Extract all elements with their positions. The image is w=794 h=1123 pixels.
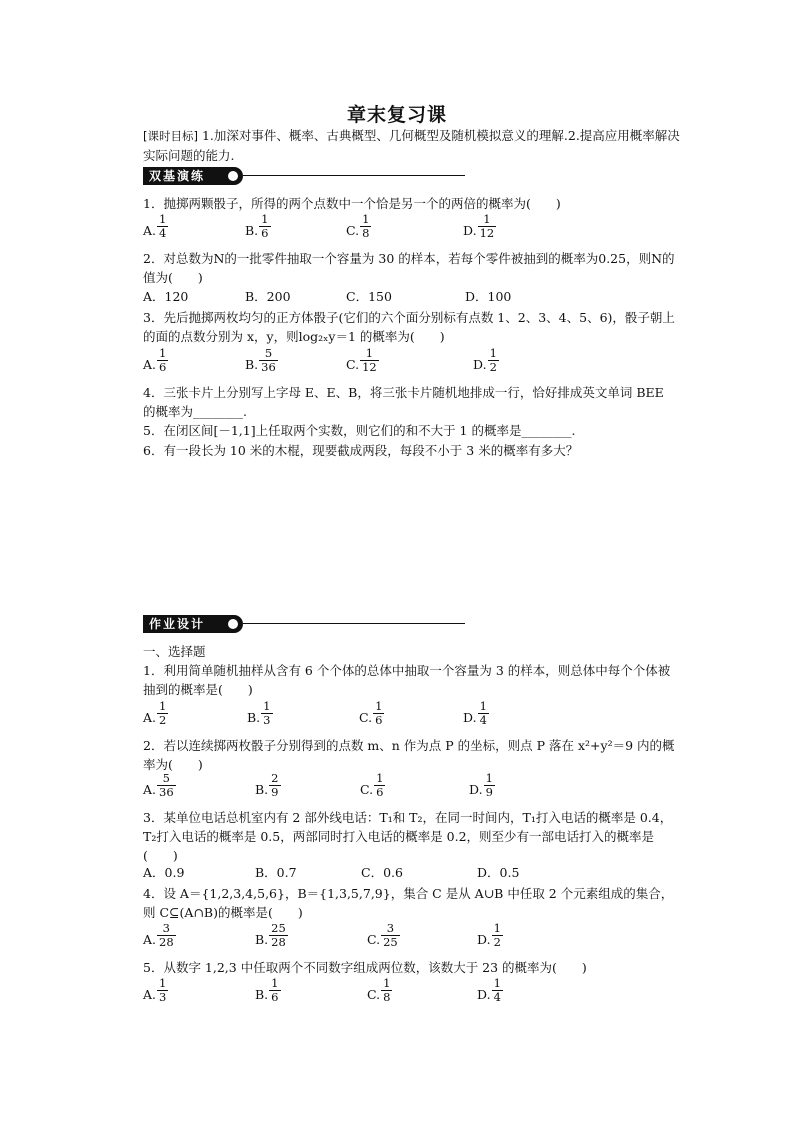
options-s1-1 xyxy=(143,213,603,247)
option-b: B．0.7 xyxy=(255,865,297,880)
question-s1-1: 1．抛掷两颗骰子，所得的两个点数中一个恰是另一个的两倍的概率为( ) xyxy=(143,196,561,211)
section-label: 作业设计 xyxy=(143,615,243,633)
option-d: D. $\frac{1}{4}$ xyxy=(477,976,501,1004)
question-s2-4: 4．设 A＝{1,2,3,4,5,6}，B＝{1,3,5,7,9}，集合 C 是从 A∪B 中任取 2 个元素组成的集合，则 C⊆(A∩B)的概率是( ) xyxy=(143,886,674,920)
option-b: B. $\frac{1}{3}$ xyxy=(247,699,271,727)
option-c: C. $\frac{1}{8}$ xyxy=(346,212,370,240)
option-c: C．0.6 xyxy=(361,865,403,880)
question-s2-1: 1．利用简单随机抽样从含有 6 个个体的总体中抽取一个容量为 3 的样本，则总体中每个个体被抽到的概率是( ) xyxy=(143,663,671,697)
option-d: D．0.5 xyxy=(477,865,520,880)
subheading-multiple-choice: 一、选择题 xyxy=(143,644,206,659)
options-s1-2 xyxy=(143,288,603,306)
page-title: 章末复习课 xyxy=(346,104,447,126)
question-s1-3: 3．先后抛掷两枚均匀的正方体骰子(它们的六个面分别标有点数 1、2、3、4、5、6)，骰子朝上的面的点数分别为 x，y，则log₂ₓy＝1 的概率为( ) xyxy=(143,310,675,344)
options-s2-1 xyxy=(143,700,603,734)
question-s2-2: 2．若以连续掷两枚骰子分别得到的点数 m、n 作为点 P 的坐标，则点 P 落在 x²+y²＝9 内的概率为( ) xyxy=(143,738,675,772)
option-b: B. $\frac{25}{28}$ xyxy=(255,921,286,949)
question-s1-6: 6．有一段长为 10 米的木棍，现要截成两段，每段不小于 3 米的概率有多大？ xyxy=(143,443,579,458)
option-c: C．150 xyxy=(346,289,392,304)
option-a: A. $\frac{1}{6}$ xyxy=(143,346,167,374)
option-c: C. $\frac{1}{8}$ xyxy=(367,976,391,1004)
option-b: B. $\frac{2}{9}$ xyxy=(255,771,279,799)
section-header-basic-drill xyxy=(143,167,465,187)
question-s1-2: 2．对总数为N的一批零件抽取一个容量为 30 的样本，若每个零件被抽到的概率为0.25，则N的值为( ) xyxy=(143,251,675,285)
option-b: B. $\frac{1}{6}$ xyxy=(255,976,279,1004)
option-d: D. $\frac{1}{12}$ xyxy=(463,212,495,240)
option-c: C. $\frac{3}{25}$ xyxy=(367,921,398,949)
bullet-icon xyxy=(228,171,238,181)
option-a: A．0.9 xyxy=(143,865,185,880)
objective-tag: [课时目标] xyxy=(143,129,198,143)
bullet-icon xyxy=(228,619,238,629)
option-b: B. $\frac{5}{36}$ xyxy=(245,346,276,374)
option-d: D. $\frac{1}{9}$ xyxy=(469,771,493,799)
option-d: D．100 xyxy=(465,289,512,304)
option-d: D. $\frac{1}{4}$ xyxy=(463,699,487,727)
section-header-homework xyxy=(143,615,465,635)
section-label: 双基演练 xyxy=(143,167,243,185)
option-a: A. $\frac{5}{36}$ xyxy=(143,771,174,799)
option-a: A. $\frac{1}{3}$ xyxy=(143,976,167,1004)
options-s2-2 xyxy=(143,772,603,806)
option-d: D. $\frac{1}{2}$ xyxy=(473,346,497,374)
option-a: A．120 xyxy=(143,289,189,304)
objective-text: 1.加深对事件、概率、古典概型、几何概型及随机模拟意义的理解.2.提高应用概率解决实际问题的能力. xyxy=(143,128,680,163)
option-a: A. $\frac{3}{28}$ xyxy=(143,921,174,949)
options-s1-3 xyxy=(143,347,603,381)
question-s1-4: 4．三张卡片上分别写上字母 E、E、B，将三张卡片随机地排成一行，恰好排成英文单词 BEE 的概率为________. xyxy=(143,385,664,419)
option-a: A. $\frac{1}{4}$ xyxy=(143,212,167,240)
option-b: B．200 xyxy=(245,289,291,304)
section-divider xyxy=(243,175,465,176)
option-b: B. $\frac{1}{6}$ xyxy=(245,212,269,240)
question-s2-5: 5．从数字 1,2,3 中任取两个不同数字组成两位数，该数大于 23 的概率为( ) xyxy=(143,960,587,975)
options-s2-3 xyxy=(143,864,603,882)
option-a: A. $\frac{1}{2}$ xyxy=(143,699,167,727)
section-divider xyxy=(243,623,465,624)
question-s2-3: 3．某单位电话总机室内有 2 部外线电话：T₁和 T₂，在同一时间内，T₁打入电话的概率是 0.4，T₂打入电话的概率是 0.5，两部同时打入电话的概率是 0.2，则至少有一部电话打入的概率是( ) xyxy=(143,810,673,863)
option-d: D. $\frac{1}{2}$ xyxy=(477,921,501,949)
option-c: C. $\frac{1}{12}$ xyxy=(346,346,377,374)
options-s2-4 xyxy=(143,922,603,956)
option-c: C. $\frac{1}{6}$ xyxy=(360,771,384,799)
options-s2-5 xyxy=(143,977,603,1011)
lesson-objective xyxy=(143,126,683,165)
question-s1-5: 5．在闭区间[－1,1]上任取两个实数，则它们的和不大于 1 的概率是________. xyxy=(143,423,576,438)
option-c: C. $\frac{1}{6}$ xyxy=(359,699,383,727)
